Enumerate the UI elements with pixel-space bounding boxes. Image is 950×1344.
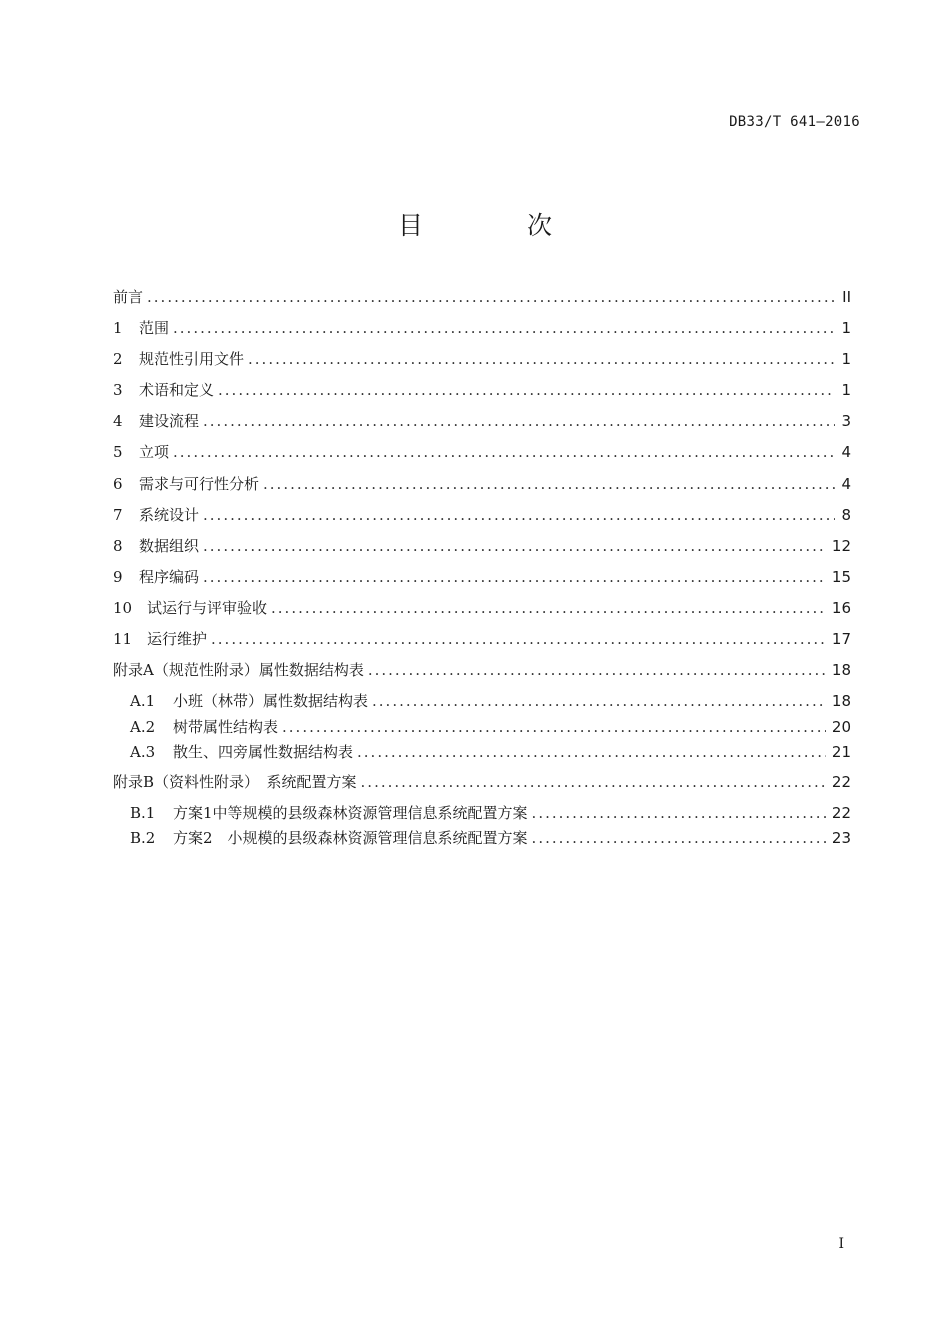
toc-leader-dots (203, 506, 835, 524)
footer-page-number: I (838, 1236, 844, 1252)
toc-entry[interactable] (113, 441, 851, 462)
toc-entry-label: 程序编码 (139, 568, 200, 586)
toc-entry[interactable] (113, 659, 851, 680)
toc-entry[interactable] (113, 410, 851, 431)
table-of-contents (113, 286, 851, 846)
toc-entry-page: 4 (841, 475, 851, 493)
toc-entry[interactable] (113, 317, 851, 338)
toc-entry-page: 18 (831, 661, 851, 679)
toc-entry[interactable] (113, 597, 851, 618)
toc-leader-dots (368, 661, 826, 679)
toc-entry-label: 试运行与评审验收 (147, 599, 268, 617)
toc-entry[interactable] (113, 473, 851, 494)
toc-entry-label: 方案2 小规模的县级森林资源管理信息系统配置方案 (173, 829, 528, 847)
toc-leader-dots (218, 381, 835, 399)
toc-entry-page: 20 (831, 718, 851, 736)
toc-entry-number: 11 (113, 630, 133, 648)
toc-entry-label: 立项 (139, 443, 170, 461)
toc-leader-dots (361, 773, 826, 791)
toc-leader-dots (271, 599, 826, 617)
toc-entry-page: 1 (841, 350, 851, 368)
toc-entry-page: 4 (841, 443, 851, 461)
toc-entry-label: 数据组织 (139, 537, 200, 555)
toc-entry-label: 附录A（规范性附录）属性数据结构表 (113, 661, 364, 679)
toc-leader-dots (203, 412, 835, 430)
toc-entry-number: 9 (113, 568, 123, 586)
toc-entry-page: 18 (831, 692, 851, 710)
toc-leader-dots (211, 630, 826, 648)
toc-entry-page: 1 (841, 381, 851, 399)
toc-title: 目 次 (398, 211, 600, 240)
toc-entry-label: 附录B（资料性附录） 系统配置方案 (113, 773, 357, 791)
document-code: DB33/T 641—2016 (729, 114, 860, 130)
toc-entry-label: 散生、四旁属性数据结构表 (173, 743, 354, 761)
toc-entry-number: A.3 (130, 743, 156, 761)
toc-entry-number: B.1 (130, 804, 156, 822)
toc-leader-dots (203, 537, 826, 555)
toc-entry-label: 小班（林带）属性数据结构表 (173, 692, 369, 710)
toc-entry-label: 术语和定义 (139, 381, 215, 399)
toc-entry-number: 5 (113, 443, 123, 461)
toc-entry-number: 6 (113, 475, 123, 493)
toc-leader-dots (248, 350, 835, 368)
toc-entry[interactable] (113, 741, 851, 762)
toc-entry[interactable] (113, 348, 851, 369)
toc-entry[interactable] (113, 379, 851, 400)
toc-leader-dots (357, 743, 826, 761)
toc-entry-label: 范围 (139, 319, 170, 337)
toc-entry-number: 2 (113, 350, 123, 368)
toc-entry-number: 10 (113, 599, 133, 617)
toc-entry-number: A.2 (130, 718, 156, 736)
toc-leader-dots (147, 288, 836, 306)
toc-entry[interactable] (113, 802, 851, 823)
toc-leader-dots (372, 692, 826, 710)
toc-entry-label: 规范性引用文件 (139, 350, 245, 368)
toc-leader-dots (173, 443, 835, 461)
toc-entry[interactable] (113, 535, 851, 556)
toc-entry[interactable] (113, 771, 851, 792)
toc-leader-dots (203, 568, 826, 586)
toc-leader-dots (532, 829, 826, 847)
toc-entry-label: 系统设计 (139, 506, 200, 524)
toc-entry-number: 1 (113, 319, 123, 337)
toc-entry[interactable] (113, 716, 851, 737)
toc-entry-number: 7 (113, 506, 123, 524)
toc-entry[interactable] (113, 628, 851, 649)
toc-entry-label: 树带属性结构表 (173, 718, 279, 736)
toc-entry-label: 运行维护 (147, 630, 208, 648)
toc-leader-dots (173, 319, 835, 337)
toc-entry-page: 16 (831, 599, 851, 617)
toc-entry-number: 4 (113, 412, 123, 430)
toc-leader-dots (263, 475, 835, 493)
toc-entry-number: 3 (113, 381, 123, 399)
toc-entry-page: 21 (831, 743, 851, 761)
toc-entry-page: 3 (841, 412, 851, 430)
toc-entry-page: 15 (831, 568, 851, 586)
toc-entry-label: 方案1中等规模的县级森林资源管理信息系统配置方案 (173, 804, 528, 822)
toc-entry-page: 23 (831, 829, 851, 847)
toc-entry-page: 1 (841, 319, 851, 337)
toc-entry-page: 17 (831, 630, 851, 648)
toc-entry-page: 22 (831, 804, 851, 822)
toc-entry-number: B.2 (130, 829, 156, 847)
toc-entry[interactable] (113, 827, 851, 848)
toc-entry-page: 8 (841, 506, 851, 524)
toc-leader-dots (282, 718, 826, 736)
toc-entry[interactable] (113, 286, 851, 307)
toc-entry-number: A.1 (130, 692, 156, 710)
toc-entry-label: 需求与可行性分析 (139, 475, 260, 493)
toc-entry[interactable] (113, 566, 851, 587)
toc-entry-number: 8 (113, 537, 123, 555)
toc-entry-label: 前言 (113, 288, 144, 306)
toc-entry-label: 建设流程 (139, 412, 200, 430)
toc-entry[interactable] (113, 690, 851, 711)
toc-entry-page: II (842, 288, 851, 306)
toc-leader-dots (532, 804, 826, 822)
toc-entry[interactable] (113, 504, 851, 525)
toc-entry-page: 22 (831, 773, 851, 791)
toc-entry-page: 12 (831, 537, 851, 555)
